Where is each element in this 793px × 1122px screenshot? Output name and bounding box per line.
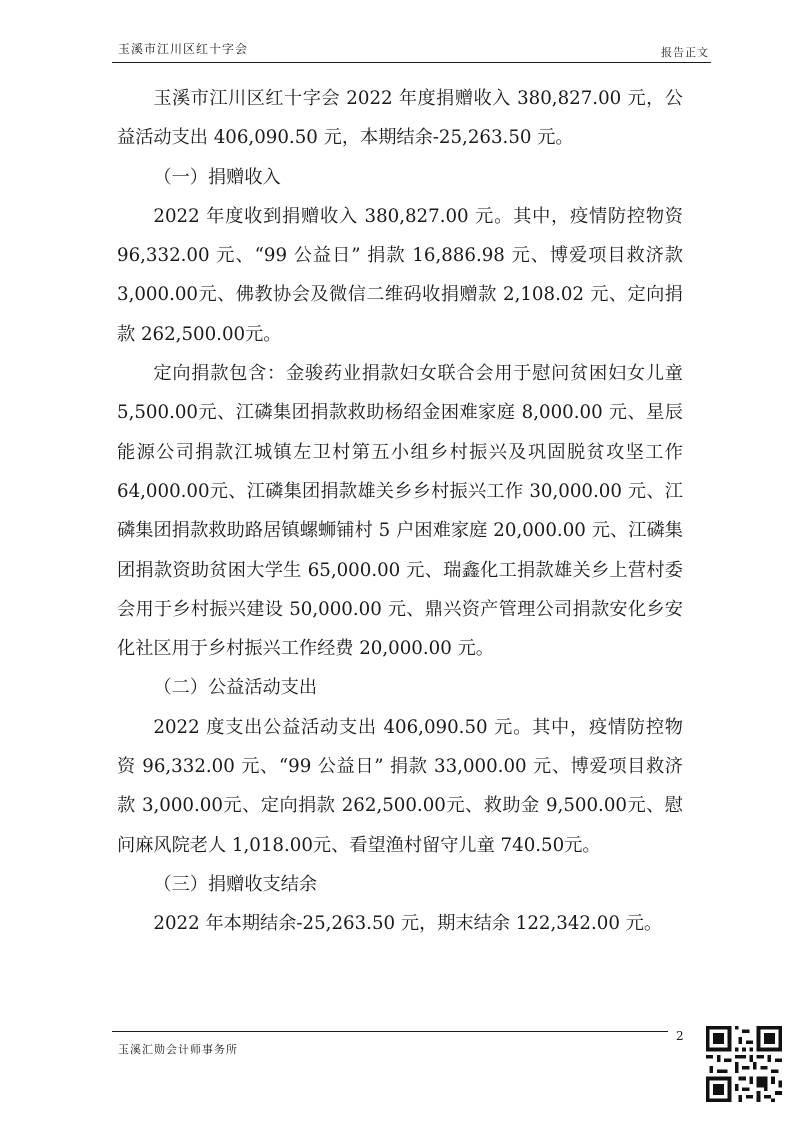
intro-paragraph: 玉溪市江川区红十字会 2022 年度捐赠收入 380,827.00 元，公益活动支出 406,090.50 元，本期结余-25,263.50 元。 — [117, 88, 683, 149]
qr-code-icon — [706, 1026, 782, 1102]
charity-expense-paragraph: 2022 度支出公益活动支出 406,090.50 元。其中，疫情防控物资 96,332.00 元、“99 公益日” 捐款 33,000.00 元、博爱项目救济款 3,000.00元、定向捐款 262,500.00元、救助金 9,500.00元、慰问麻风院老人 1,018.00元、看望渔村留守儿童 740.50元。 — [117, 716, 683, 856]
report-body — [117, 79, 683, 944]
directed-donation-paragraph: 定向捐款包含：金骏药业捐款妇女联合会用于慰问贫困妇女儿童 5,500.00元、江磷集团捐款救助杨绍金困难家庭 8,000.00 元、星辰能源公司捐款江城镇左卫村第五小组乡村振兴及巩固脱贫攻坚工作 64,000.00元、江磷集团捐款雄关乡乡村振兴工作 30,000.00 元、江磷集团捐款救助路居镇螺蛳铺村 5 户困难家庭 20,000.00 元、江磷集团捐款资助贫困大学生 65,000.00 元、瑞鑫化工捐款雄关乡上营村委会用于乡村振兴建设 50,000.00 元、鼎兴资产管理公司捐款安化乡安化社区用于乡村振兴工作经费 20,000.00 元。 — [117, 363, 683, 660]
header-organization: 玉溪市江川区红十字会 — [118, 42, 249, 56]
section-heading-charity-expense: （二）公益活动支出 — [153, 677, 318, 699]
footer-divider — [112, 1031, 668, 1032]
balance-paragraph: 2022 年本期结余-25,263.50 元，期末结余 122,342.00 元。 — [153, 913, 663, 935]
donation-income-paragraph: 2022 年度收到捐赠收入 380,827.00 元。其中，疫情防控物资 96,332.00 元、“99 公益日” 捐款 16,886.98 元、博爱项目救济款 3,000.00元、佛教协会及微信二维码收捐赠款 2,108.02 元、定向捐款 262,500.00元。 — [117, 205, 683, 345]
header-section-label: 报告正文 — [661, 46, 709, 59]
section-heading-donation-income: （一）捐赠收入 — [153, 166, 281, 188]
footer-firm-name: 玉溪汇勋会计师事务所 — [118, 1043, 238, 1056]
section-heading-balance: （三）捐赠收支结余 — [153, 873, 318, 895]
header-divider — [112, 62, 711, 63]
page-number: 2 — [676, 1029, 684, 1043]
